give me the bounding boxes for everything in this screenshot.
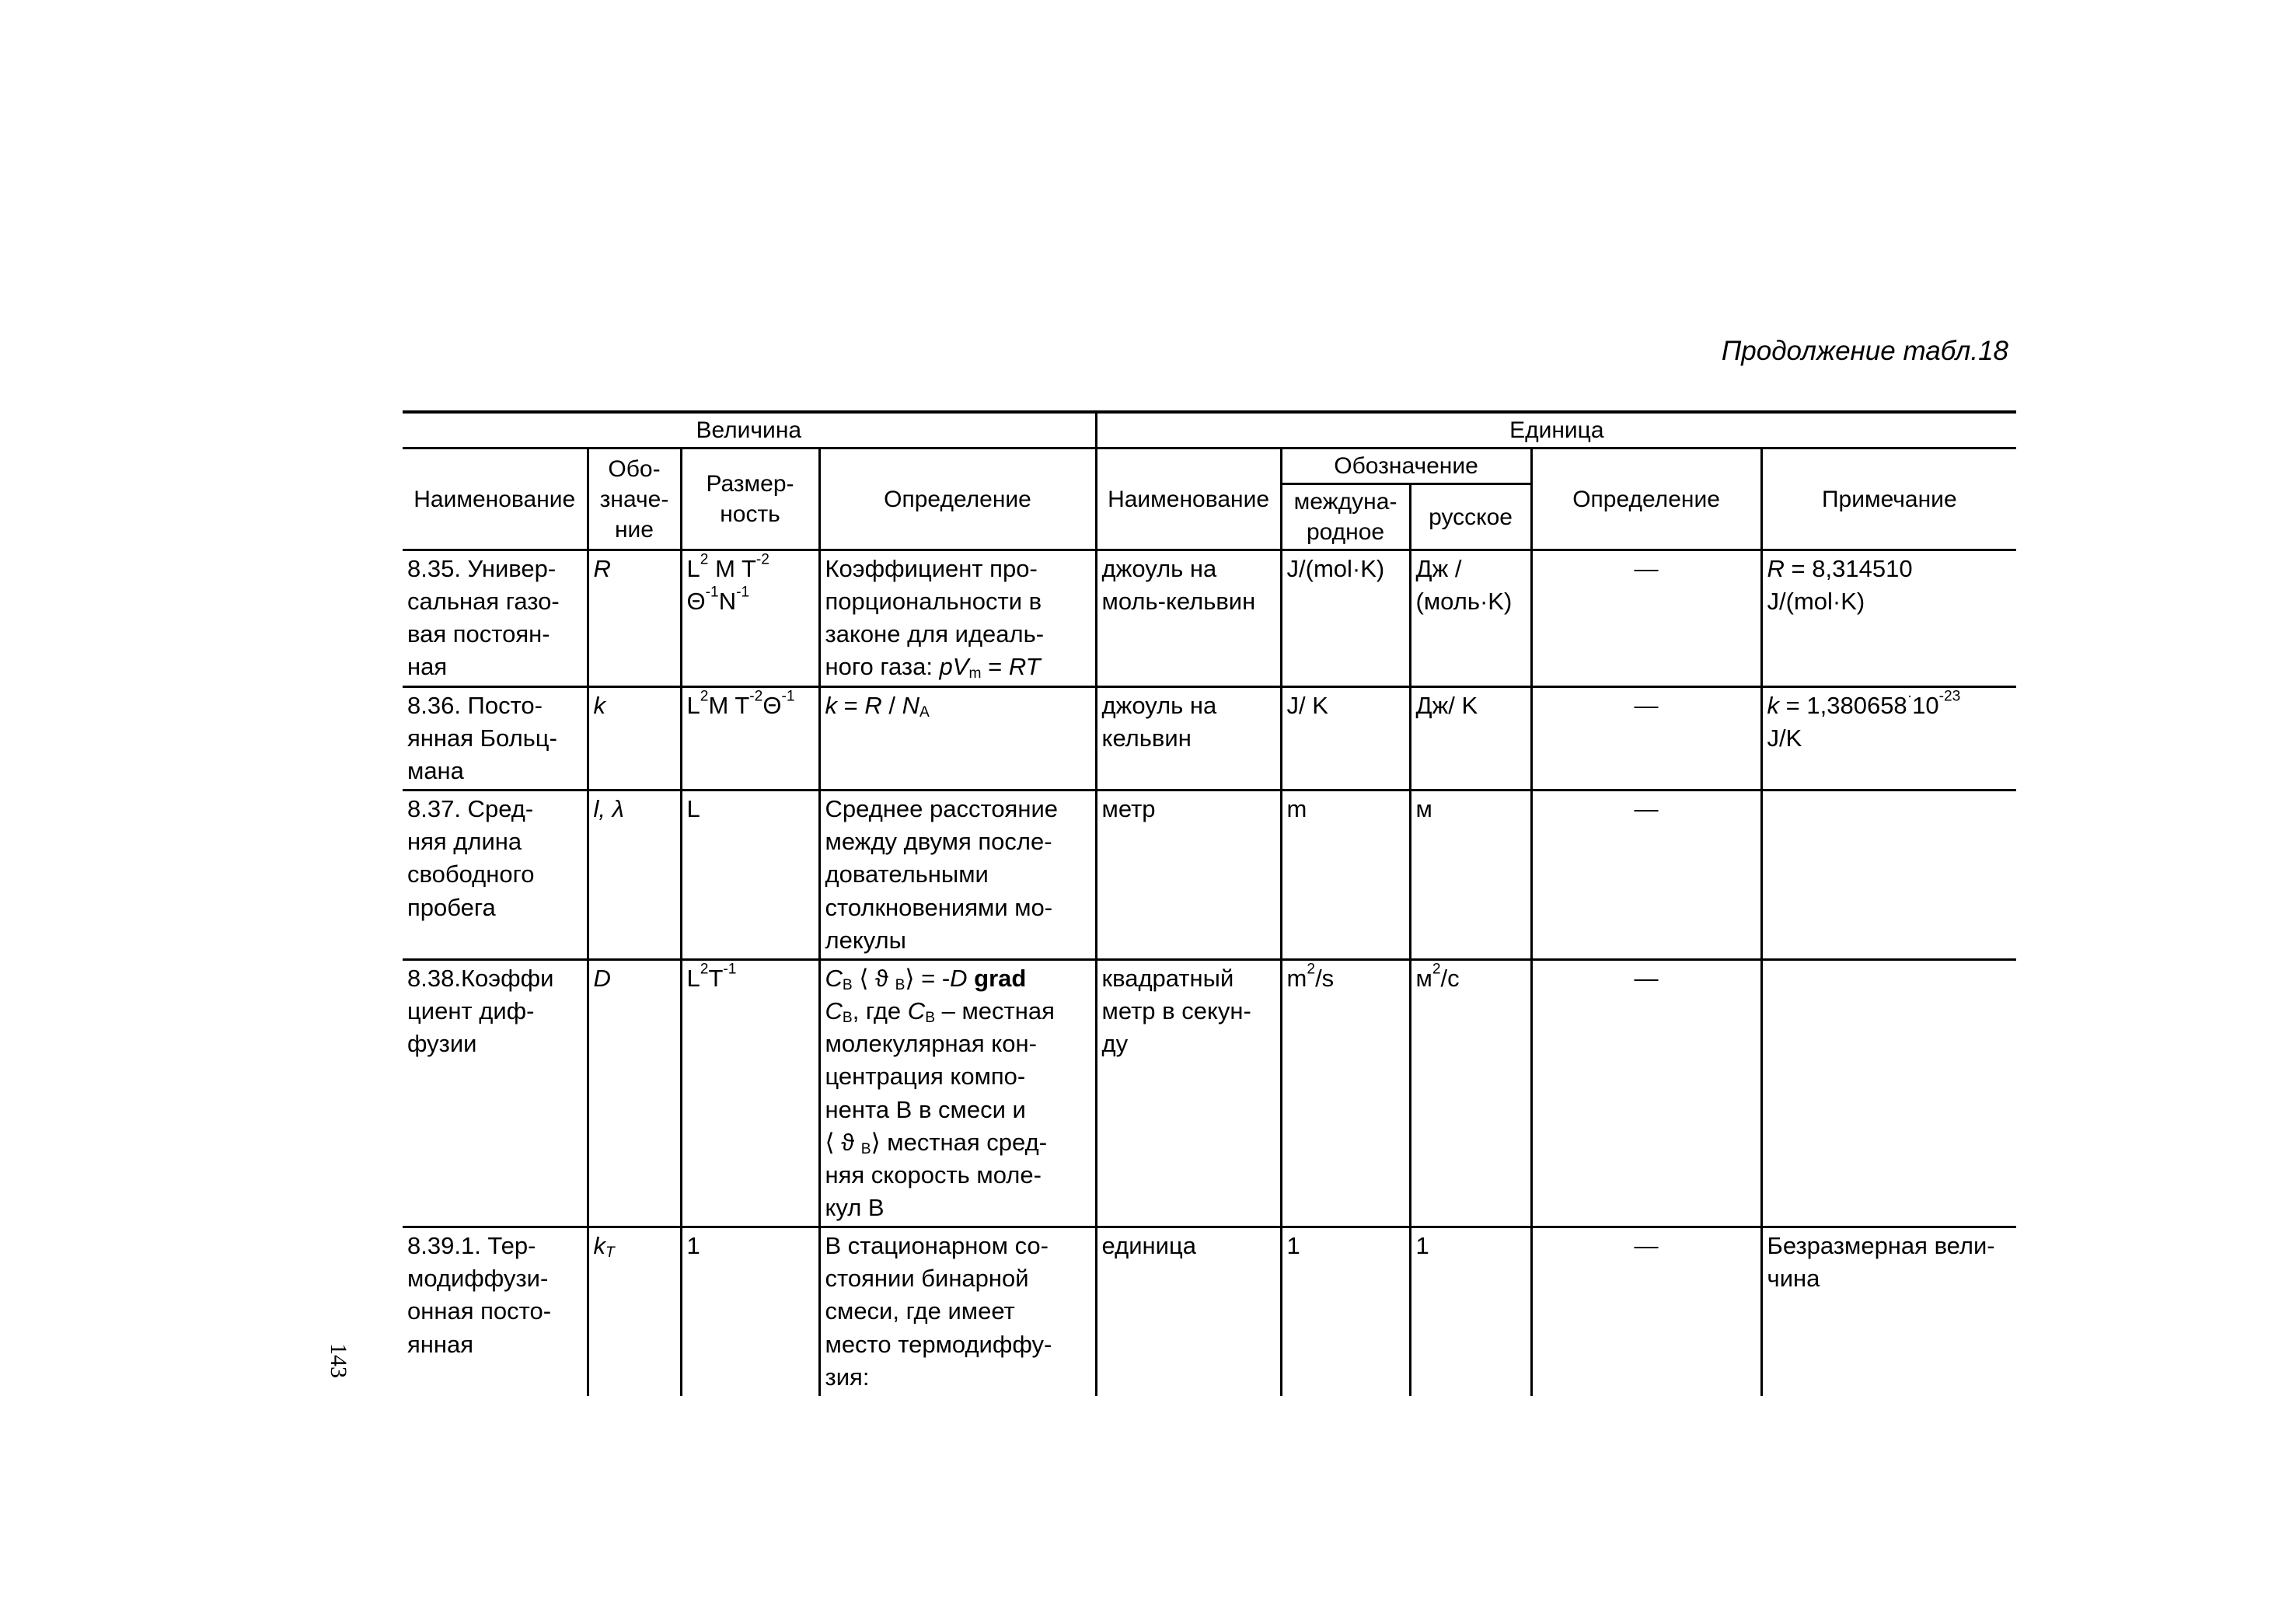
quantity-definition: Среднее расстояние между двумя после- довательными столкновениями мо- лекулы xyxy=(819,791,1096,960)
quantities-table xyxy=(403,410,2016,1396)
quantity-symbol: $k_T$ xyxy=(588,1227,681,1397)
unit-international: 1 xyxy=(1281,1227,1410,1397)
unit-name: джоуль на моль-кельвин xyxy=(1096,550,1281,687)
header-quantity-dimension: Размер- ность xyxy=(681,449,819,550)
header-international: междуна- родное xyxy=(1281,484,1410,550)
unit-name: джоуль на кельвин xyxy=(1096,686,1281,790)
quantity-definition: $k = R / N_A$ xyxy=(819,686,1096,790)
unit-international: m xyxy=(1281,791,1410,960)
table-row xyxy=(403,1227,2016,1397)
unit-definition: — xyxy=(1531,1227,1761,1397)
quantity-definition: $C_B$ ⟨ ϑ $_B$⟩ = -D grad $C_B$, где $C_B$ – местная молекулярная кон- центрация компо- нента В в смеси и ⟨ ϑ $_B$⟩ местная сред- няя скорость моле- кул В xyxy=(819,959,1096,1227)
quantity-symbol: l, λ xyxy=(588,791,681,960)
quantity-definition: Коэффициент про- порциональности в законе для идеаль- ного газа: $pV_m$ = RT xyxy=(819,550,1096,687)
header-unit-definition: Определение xyxy=(1531,449,1761,550)
unit-name: единица xyxy=(1096,1227,1281,1397)
header-quantity: Величина xyxy=(403,412,1096,449)
quantity-symbol: D xyxy=(588,959,681,1227)
quantity-name: 8.37. Сред- няя длина свободного пробега xyxy=(403,791,588,960)
unit-russian: $м^2/с$ xyxy=(1410,959,1531,1227)
unit-definition: — xyxy=(1531,686,1761,790)
note xyxy=(1761,959,2016,1227)
unit-definition: — xyxy=(1531,791,1761,960)
unit-international: J/ K xyxy=(1281,686,1410,790)
header-unit-designation: Обозначение xyxy=(1281,449,1531,484)
quantity-name: 8.35. Универ- сальная газо- вая постоян- ная xyxy=(403,550,588,687)
unit-name: квадратный метр в секун- ду xyxy=(1096,959,1281,1227)
table-row xyxy=(403,791,2016,960)
quantity-dimension: $L^2$ M $T^{-2}$ $\Theta^{-1}N^{-1}$ xyxy=(681,550,819,687)
header-quantity-symbol: Обо- значе- ние xyxy=(588,449,681,550)
quantity-definition: В стационарном со- стоянии бинарной смеси, где имеет место термодиффу- зия: xyxy=(819,1227,1096,1397)
unit-russian: м xyxy=(1410,791,1531,960)
quantity-name: 8.38.Коэффи циент диф- фузии xyxy=(403,959,588,1227)
quantity-dimension: L xyxy=(681,791,819,960)
quantity-name: 8.36. Посто- янная Больц- мана xyxy=(403,686,588,790)
unit-international: J/(mol·K) xyxy=(1281,550,1410,687)
header-russian: русское xyxy=(1410,484,1531,550)
quantity-dimension: 1 xyxy=(681,1227,819,1397)
quantity-name: 8.39.1. Тер- модиффузи- онная посто- янная xyxy=(403,1227,588,1397)
table-row xyxy=(403,686,2016,790)
header-quantity-name: Наименование xyxy=(403,449,588,550)
note xyxy=(1761,791,2016,960)
table-caption: Продолжение табл.18 xyxy=(1721,336,2008,366)
note: R = 8,314510 J/(mol·K) xyxy=(1761,550,2016,687)
note: Безразмерная вели- чина xyxy=(1761,1227,2016,1397)
table-row xyxy=(403,959,2016,1227)
header-unit: Единица xyxy=(1096,412,2016,449)
quantity-symbol: R xyxy=(588,550,681,687)
header-unit-name: Наименование xyxy=(1096,449,1281,550)
quantity-symbol: k xyxy=(588,686,681,790)
quantity-dimension: $L^2T^{-1}$ xyxy=(681,959,819,1227)
page-number: 143 xyxy=(326,1343,351,1378)
unit-definition: — xyxy=(1531,550,1761,687)
table-row xyxy=(403,550,2016,687)
unit-name: метр xyxy=(1096,791,1281,960)
note: $k = 1,380658^\cdot 10^{-23}$ J/K xyxy=(1761,686,2016,790)
header-note: Примечание xyxy=(1761,449,2016,550)
unit-definition: — xyxy=(1531,959,1761,1227)
quantity-dimension: $L^2M$ $T^{-2}\Theta^{-1}$ xyxy=(681,686,819,790)
unit-russian: 1 xyxy=(1410,1227,1531,1397)
unit-russian: Дж / (моль·K) xyxy=(1410,550,1531,687)
unit-international: $m^2/s$ xyxy=(1281,959,1410,1227)
header-quantity-definition: Определение xyxy=(819,449,1096,550)
unit-russian: Дж/ K xyxy=(1410,686,1531,790)
